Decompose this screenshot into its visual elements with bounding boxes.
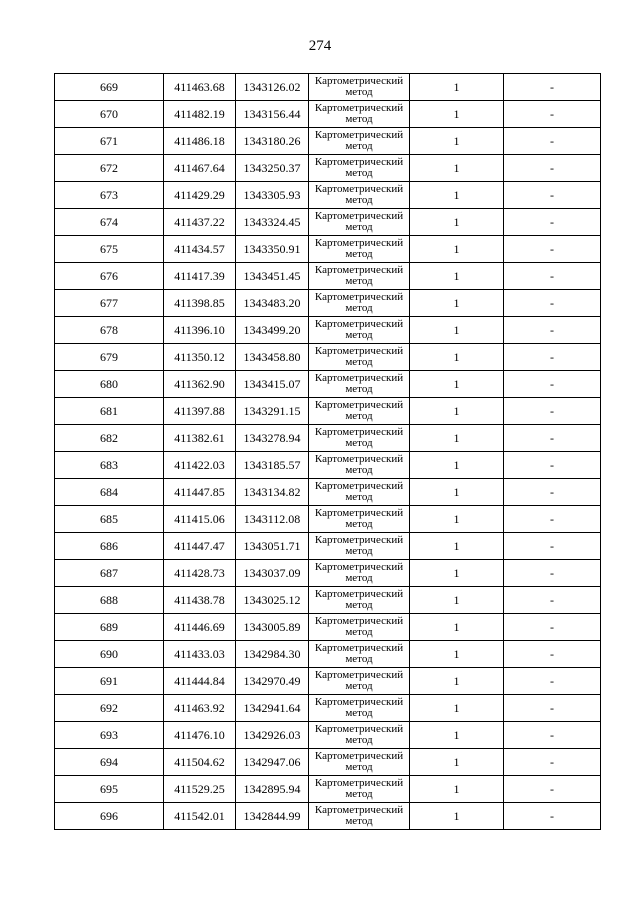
point-number-cell: 684 (55, 479, 164, 506)
x-coordinate-cell: 411438.78 (164, 587, 236, 614)
method-cell (309, 452, 410, 479)
y-coordinate-cell: 1343051.71 (236, 533, 309, 560)
accuracy-cell: 1 (410, 587, 504, 614)
accuracy-cell: 1 (410, 614, 504, 641)
accuracy-cell: 1 (410, 452, 504, 479)
method-cell (309, 209, 410, 236)
method-label-line1: Картометрический (314, 561, 404, 573)
method-label-line1: Картометрический (314, 183, 404, 195)
accuracy-cell: 1 (410, 74, 504, 101)
method-cell (309, 668, 410, 695)
method-cell (309, 614, 410, 641)
method-cell (309, 128, 410, 155)
method-label-line2: метод (345, 545, 373, 557)
accuracy-cell: 1 (410, 533, 504, 560)
x-coordinate-cell: 411447.85 (164, 479, 236, 506)
method-label-line2: метод (345, 275, 373, 287)
note-cell: - (504, 317, 601, 344)
point-number-cell: 669 (55, 74, 164, 101)
method-cell (309, 506, 410, 533)
note-cell: - (504, 560, 601, 587)
table-row (55, 128, 601, 155)
point-number-cell: 673 (55, 182, 164, 209)
table-row (55, 776, 601, 803)
accuracy-cell: 1 (410, 722, 504, 749)
table-row (55, 560, 601, 587)
accuracy-cell: 1 (410, 236, 504, 263)
y-coordinate-cell: 1343126.02 (236, 74, 309, 101)
method-label-line1: Картометрический (314, 345, 404, 357)
method-label-line2: метод (345, 167, 373, 179)
method-label-line2: метод (345, 761, 373, 773)
method-label-line1: Картометрический (314, 723, 404, 735)
point-number-cell: 679 (55, 344, 164, 371)
page-number: 274 (308, 38, 332, 54)
table-row (55, 722, 601, 749)
accuracy-cell: 1 (410, 128, 504, 155)
x-coordinate-cell: 411396.10 (164, 317, 236, 344)
y-coordinate-cell: 1343156.44 (236, 101, 309, 128)
table-row (55, 587, 601, 614)
table-row (55, 398, 601, 425)
point-number-cell: 686 (55, 533, 164, 560)
method-label-line2: метод (345, 788, 373, 800)
x-coordinate-cell: 411463.92 (164, 695, 236, 722)
table-body (55, 74, 601, 830)
accuracy-cell: 1 (410, 776, 504, 803)
y-coordinate-cell: 1343250.37 (236, 155, 309, 182)
method-label-line2: метод (345, 680, 373, 692)
accuracy-cell: 1 (410, 749, 504, 776)
note-cell: - (504, 344, 601, 371)
table-row (55, 317, 601, 344)
method-label-line1: Картометрический (314, 669, 404, 681)
method-label-line2: метод (345, 734, 373, 746)
x-coordinate-cell: 411429.29 (164, 182, 236, 209)
point-number-cell: 671 (55, 128, 164, 155)
method-label-line2: метод (345, 599, 373, 611)
method-cell (309, 533, 410, 560)
y-coordinate-cell: 1342926.03 (236, 722, 309, 749)
method-cell (309, 803, 410, 830)
method-label-line1: Картометрический (314, 102, 404, 114)
y-coordinate-cell: 1343134.82 (236, 479, 309, 506)
method-label-line2: метод (345, 653, 373, 665)
note-cell: - (504, 398, 601, 425)
note-cell: - (504, 236, 601, 263)
method-label-line2: метод (345, 464, 373, 476)
y-coordinate-cell: 1343005.89 (236, 614, 309, 641)
x-coordinate-cell: 411422.03 (164, 452, 236, 479)
table-row (55, 803, 601, 830)
table-row (55, 749, 601, 776)
y-coordinate-cell: 1343415.07 (236, 371, 309, 398)
table-row (55, 236, 601, 263)
note-cell: - (504, 128, 601, 155)
point-number-cell: 692 (55, 695, 164, 722)
method-cell (309, 587, 410, 614)
x-coordinate-cell: 411417.39 (164, 263, 236, 290)
point-number-cell: 681 (55, 398, 164, 425)
accuracy-cell: 1 (410, 803, 504, 830)
method-label-line1: Картометрический (314, 480, 404, 492)
table-row (55, 101, 601, 128)
method-cell (309, 776, 410, 803)
x-coordinate-cell: 411397.88 (164, 398, 236, 425)
method-label-line2: метод (345, 491, 373, 503)
method-cell (309, 236, 410, 263)
y-coordinate-cell: 1343350.91 (236, 236, 309, 263)
note-cell: - (504, 290, 601, 317)
y-coordinate-cell: 1343324.45 (236, 209, 309, 236)
y-coordinate-cell: 1343112.08 (236, 506, 309, 533)
y-coordinate-cell: 1342941.64 (236, 695, 309, 722)
x-coordinate-cell: 411382.61 (164, 425, 236, 452)
table-row (55, 74, 601, 101)
table-row (55, 479, 601, 506)
accuracy-cell: 1 (410, 182, 504, 209)
note-cell: - (504, 479, 601, 506)
y-coordinate-cell: 1343451.45 (236, 263, 309, 290)
point-number-cell: 693 (55, 722, 164, 749)
note-cell: - (504, 695, 601, 722)
method-label-line1: Картометрический (314, 210, 404, 222)
x-coordinate-cell: 411350.12 (164, 344, 236, 371)
point-number-cell: 683 (55, 452, 164, 479)
method-label-line1: Картометрический (314, 507, 404, 519)
accuracy-cell: 1 (410, 641, 504, 668)
accuracy-cell: 1 (410, 317, 504, 344)
accuracy-cell: 1 (410, 425, 504, 452)
y-coordinate-cell: 1343291.15 (236, 398, 309, 425)
accuracy-cell: 1 (410, 209, 504, 236)
note-cell: - (504, 101, 601, 128)
table-row (55, 695, 601, 722)
accuracy-cell: 1 (410, 344, 504, 371)
x-coordinate-cell: 411486.18 (164, 128, 236, 155)
table-row (55, 371, 601, 398)
x-coordinate-cell: 411476.10 (164, 722, 236, 749)
method-label-line1: Картометрический (314, 75, 404, 87)
method-cell (309, 749, 410, 776)
note-cell: - (504, 182, 601, 209)
point-number-cell: 690 (55, 641, 164, 668)
method-label-line1: Картометрический (314, 588, 404, 600)
point-number-cell: 677 (55, 290, 164, 317)
note-cell: - (504, 425, 601, 452)
point-number-cell: 695 (55, 776, 164, 803)
table-row (55, 344, 601, 371)
method-label-line2: метод (345, 437, 373, 449)
accuracy-cell: 1 (410, 398, 504, 425)
point-number-cell: 688 (55, 587, 164, 614)
y-coordinate-cell: 1342895.94 (236, 776, 309, 803)
table-row (55, 209, 601, 236)
method-cell (309, 479, 410, 506)
note-cell: - (504, 155, 601, 182)
method-label-line1: Картометрический (314, 237, 404, 249)
y-coordinate-cell: 1343185.57 (236, 452, 309, 479)
accuracy-cell: 1 (410, 506, 504, 533)
coordinates-table (54, 73, 601, 830)
y-coordinate-cell: 1342844.99 (236, 803, 309, 830)
accuracy-cell: 1 (410, 560, 504, 587)
method-label-line2: метод (345, 815, 373, 827)
method-label-line2: метод (345, 113, 373, 125)
note-cell: - (504, 614, 601, 641)
table-row (55, 641, 601, 668)
x-coordinate-cell: 411447.47 (164, 533, 236, 560)
y-coordinate-cell: 1343278.94 (236, 425, 309, 452)
method-cell (309, 344, 410, 371)
y-coordinate-cell: 1342970.49 (236, 668, 309, 695)
method-label-line2: метод (345, 410, 373, 422)
method-label-line1: Картометрический (314, 642, 404, 654)
method-label-line1: Картометрический (314, 372, 404, 384)
method-cell (309, 371, 410, 398)
note-cell: - (504, 452, 601, 479)
note-cell: - (504, 506, 601, 533)
point-number-cell: 676 (55, 263, 164, 290)
accuracy-cell: 1 (410, 668, 504, 695)
point-number-cell: 674 (55, 209, 164, 236)
method-label-line1: Картометрический (314, 426, 404, 438)
x-coordinate-cell: 411415.06 (164, 506, 236, 533)
x-coordinate-cell: 411446.69 (164, 614, 236, 641)
table-row (55, 452, 601, 479)
accuracy-cell: 1 (410, 101, 504, 128)
point-number-cell: 675 (55, 236, 164, 263)
x-coordinate-cell: 411398.85 (164, 290, 236, 317)
note-cell: - (504, 371, 601, 398)
method-label-line1: Картометрический (314, 129, 404, 141)
point-number-cell: 678 (55, 317, 164, 344)
point-number-cell: 670 (55, 101, 164, 128)
method-cell (309, 560, 410, 587)
note-cell: - (504, 722, 601, 749)
table-row (55, 263, 601, 290)
x-coordinate-cell: 411529.25 (164, 776, 236, 803)
point-number-cell: 672 (55, 155, 164, 182)
note-cell: - (504, 776, 601, 803)
table-row (55, 506, 601, 533)
y-coordinate-cell: 1342984.30 (236, 641, 309, 668)
method-label-line1: Картометрический (314, 156, 404, 168)
method-label-line2: метод (345, 329, 373, 341)
method-cell (309, 101, 410, 128)
method-label-line2: метод (345, 140, 373, 152)
point-number-cell: 696 (55, 803, 164, 830)
x-coordinate-cell: 411444.84 (164, 668, 236, 695)
accuracy-cell: 1 (410, 155, 504, 182)
method-cell (309, 74, 410, 101)
method-label-line1: Картометрический (314, 534, 404, 546)
point-number-cell: 689 (55, 614, 164, 641)
method-cell (309, 398, 410, 425)
method-cell (309, 722, 410, 749)
method-label-line2: метод (345, 86, 373, 98)
table-row (55, 182, 601, 209)
method-cell (309, 263, 410, 290)
accuracy-cell: 1 (410, 695, 504, 722)
x-coordinate-cell: 411463.68 (164, 74, 236, 101)
y-coordinate-cell: 1343305.93 (236, 182, 309, 209)
point-number-cell: 691 (55, 668, 164, 695)
note-cell: - (504, 209, 601, 236)
point-number-cell: 685 (55, 506, 164, 533)
y-coordinate-cell: 1342947.06 (236, 749, 309, 776)
note-cell: - (504, 533, 601, 560)
method-label-line2: метод (345, 356, 373, 368)
method-label-line1: Картометрический (314, 750, 404, 762)
x-coordinate-cell: 411542.01 (164, 803, 236, 830)
note-cell: - (504, 668, 601, 695)
x-coordinate-cell: 411433.03 (164, 641, 236, 668)
method-label-line2: метод (345, 194, 373, 206)
x-coordinate-cell: 411362.90 (164, 371, 236, 398)
note-cell: - (504, 587, 601, 614)
x-coordinate-cell: 411482.19 (164, 101, 236, 128)
method-label-line1: Картометрический (314, 696, 404, 708)
method-cell (309, 695, 410, 722)
point-number-cell: 687 (55, 560, 164, 587)
point-number-cell: 694 (55, 749, 164, 776)
method-cell (309, 317, 410, 344)
accuracy-cell: 1 (410, 290, 504, 317)
method-label-line1: Картометрический (314, 453, 404, 465)
method-label-line1: Картометрический (314, 615, 404, 627)
y-coordinate-cell: 1343499.20 (236, 317, 309, 344)
note-cell: - (504, 74, 601, 101)
method-cell (309, 155, 410, 182)
note-cell: - (504, 803, 601, 830)
table-row (55, 155, 601, 182)
point-number-cell: 682 (55, 425, 164, 452)
y-coordinate-cell: 1343037.09 (236, 560, 309, 587)
note-cell: - (504, 641, 601, 668)
y-coordinate-cell: 1343458.80 (236, 344, 309, 371)
method-label-line2: метод (345, 302, 373, 314)
point-number-cell: 680 (55, 371, 164, 398)
table-row (55, 533, 601, 560)
method-cell (309, 290, 410, 317)
table-row (55, 425, 601, 452)
method-label-line1: Картометрический (314, 399, 404, 411)
accuracy-cell: 1 (410, 479, 504, 506)
method-label-line2: метод (345, 221, 373, 233)
x-coordinate-cell: 411434.57 (164, 236, 236, 263)
method-label-line2: метод (345, 248, 373, 260)
method-label-line1: Картометрический (314, 318, 404, 330)
x-coordinate-cell: 411467.64 (164, 155, 236, 182)
table-row (55, 290, 601, 317)
note-cell: - (504, 749, 601, 776)
x-coordinate-cell: 411437.22 (164, 209, 236, 236)
method-label-line1: Картометрический (314, 804, 404, 816)
method-cell (309, 425, 410, 452)
method-label-line2: метод (345, 626, 373, 638)
y-coordinate-cell: 1343025.12 (236, 587, 309, 614)
method-label-line1: Картометрический (314, 264, 404, 276)
method-label-line2: метод (345, 707, 373, 719)
method-cell (309, 182, 410, 209)
y-coordinate-cell: 1343483.20 (236, 290, 309, 317)
note-cell: - (504, 263, 601, 290)
method-label-line2: метод (345, 518, 373, 530)
y-coordinate-cell: 1343180.26 (236, 128, 309, 155)
accuracy-cell: 1 (410, 263, 504, 290)
accuracy-cell: 1 (410, 371, 504, 398)
x-coordinate-cell: 411504.62 (164, 749, 236, 776)
method-cell (309, 641, 410, 668)
table-row (55, 614, 601, 641)
x-coordinate-cell: 411428.73 (164, 560, 236, 587)
method-label-line1: Картометрический (314, 291, 404, 303)
method-label-line1: Картометрический (314, 777, 404, 789)
method-label-line2: метод (345, 572, 373, 584)
table-row (55, 668, 601, 695)
method-label-line2: метод (345, 383, 373, 395)
